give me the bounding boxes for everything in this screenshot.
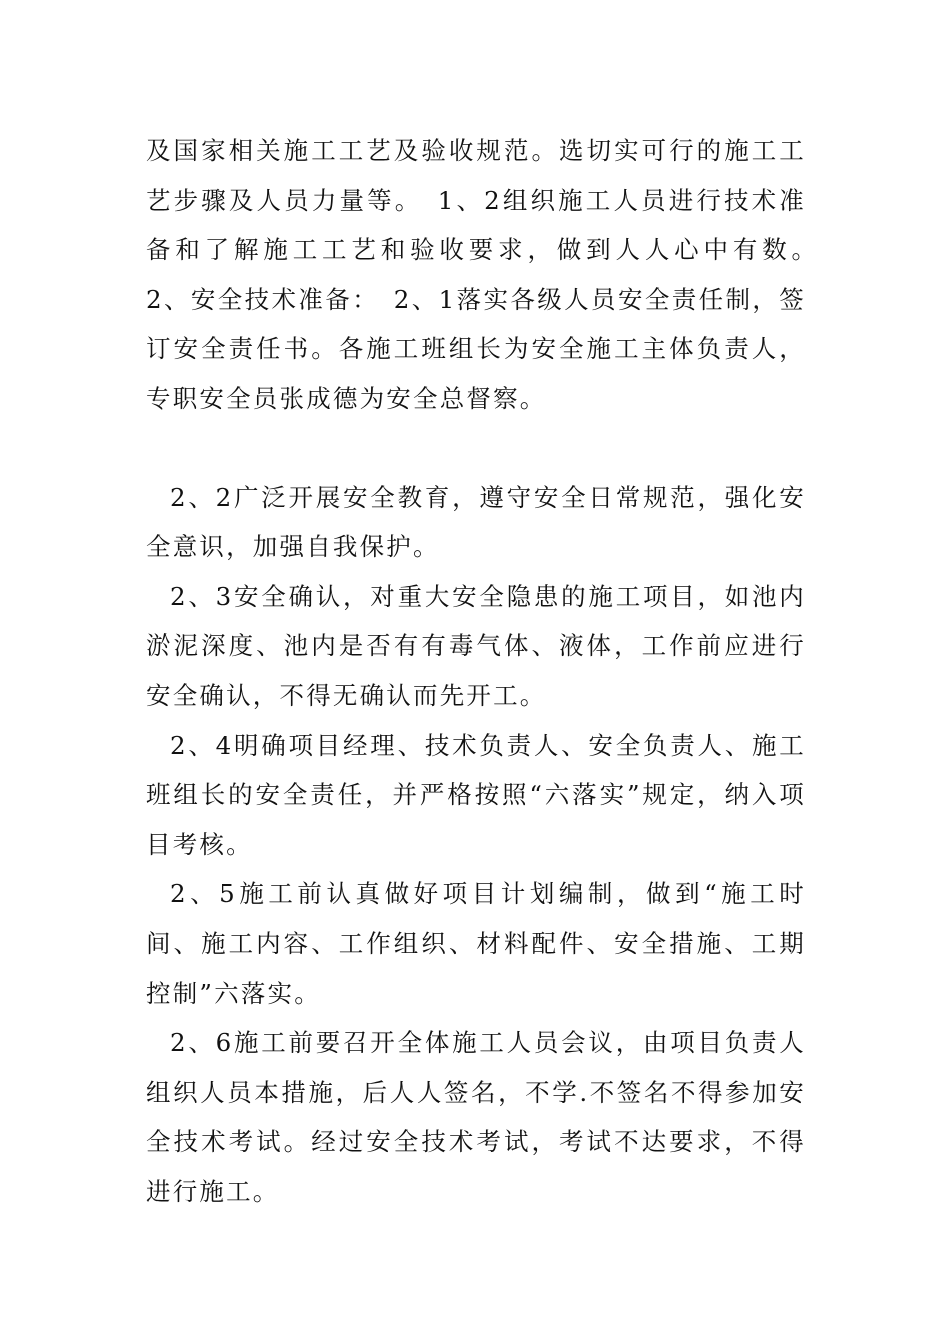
paragraph-2-4: 2、4明确项目经理、技术负责人、安全负责人、施工班组长的安全责任，并严格按照“六落实”规定，纳入项目考核。 (146, 730, 806, 859)
document-body (146, 126, 833, 1216)
paragraph-2-6: 2、6施工前要召开全体施工人员会议，由项目负责人组织人员本措施，后人人签名，不学.不签名不得参加安全技术考试。经过安全技术考试，考试不达要求，不得进行施工。 (146, 1028, 806, 1206)
paragraph-intro: 及国家相关施工工艺及验收规范。选切实可行的施工工艺步骤及人员力量等。 1、2组织施工人员进行技术准备和了解施工工艺和验收要求，做到人人心中有数。 2、安全技术准备： 2、1落实各级人员安全责任制，签订安全责任书。各施工班组长为安全施工主体负责人，专职安全员张成德为安全总督察。 (146, 136, 833, 413)
paragraph-2-2: 2、2广泛开展安全教育，遵守安全日常规范，强化安全意识，加强自我保护。 (146, 482, 806, 562)
paragraph-2-5: 2、5施工前认真做好项目计划编制，做到“施工时间、施工内容、工作组织、材料配件、安全措施、工期控制”六落实。 (146, 879, 806, 1008)
paragraph-2-3: 2、3安全确认，对重大安全隐患的施工项目，如池内淤泥深度、池内是否有有毒气体、液体，工作前应进行安全确认，不得无确认而先开工。 (146, 581, 806, 710)
